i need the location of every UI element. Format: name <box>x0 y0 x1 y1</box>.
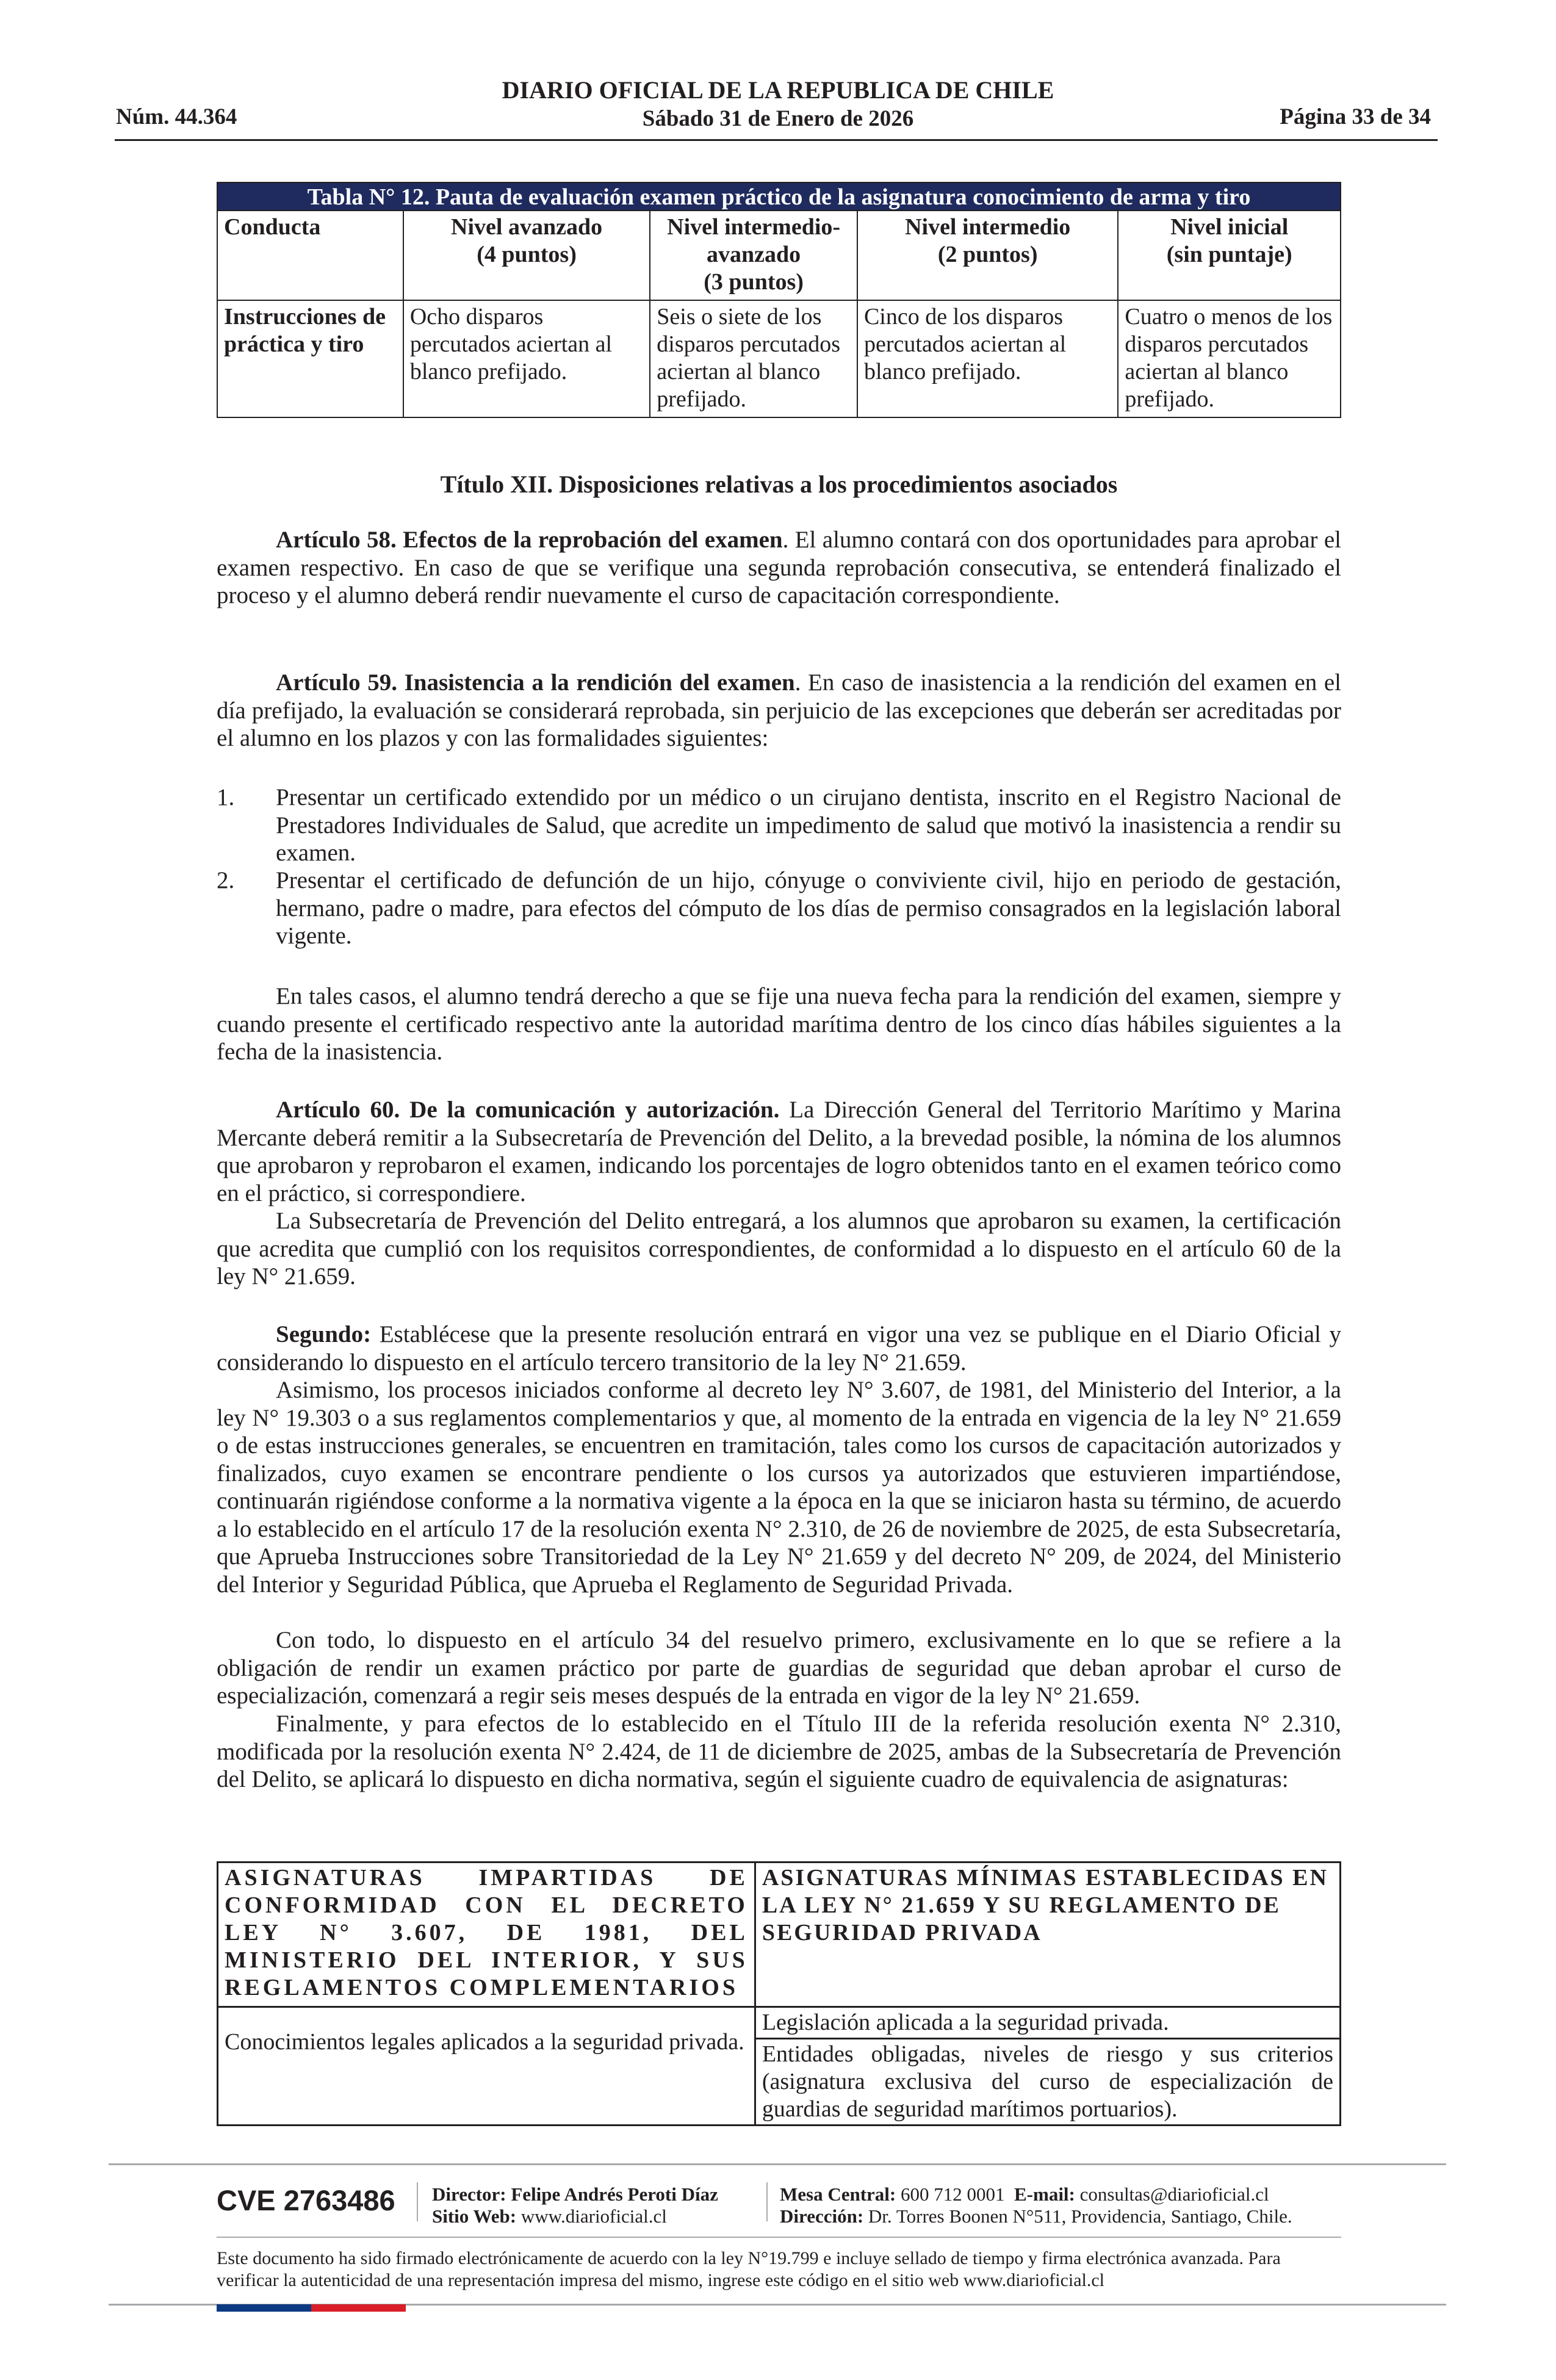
footer-divider <box>417 2182 418 2221</box>
website-link[interactable]: www.diarioficial.cl <box>520 2205 667 2227</box>
footer-rule <box>109 2163 1446 2165</box>
equivalence-header-left: ASIGNATURAS IMPARTIDAS DE CONFORMIDAD CON EL DECRETO LEY N° 3.607, DE 1981, DEL MINISTERIO DEL INTERIOR, Y SUS REGLAMENTOS COMPLEMENTARIOS <box>218 1863 755 2007</box>
equivalence-table <box>217 1861 1341 2126</box>
equivalence-header-row <box>218 1863 1341 2007</box>
issue-date: Sábado 31 de Enero de 2026 <box>642 106 914 131</box>
masthead <box>427 76 1129 133</box>
table-row <box>217 300 1341 417</box>
cell-intermedio: Cinco de los disparos percutados aciertan al blanco prefijado. <box>857 300 1118 417</box>
section-title: Título XII. Disposiciones relativas a los procedimientos asociados <box>440 471 1118 498</box>
article-58-heading: Artículo 58. Efectos de la reprobación del examen <box>276 527 783 553</box>
segundo-paragraph-2: Asimismo, los procesos iniciados conforme al decreto ley N° 3.607, de 1981, del Ministerio del Interior, a la ley N° 19.303 o a sus reglamentos complementarios y que, al momento de la entrada en vigencia de la ley N° 21.659 o de estas instrucciones generales, se encuentren en tramitación, tales como los cursos de capacitación autorizados y finalizados, cuyo examen se encontrare pendiente o los cursos ya autorizados que estuvieren impartiéndose, continuarán rigiéndose conforme a la normativa vigente a la época en la que se iniciaron hasta su término, de acuerdo a lo establecido en el artículo 17 de la resolución exenta N° 2.310, de 26 de noviembre de 2025, de esta Subsecretaría, que Aprueba Instrucciones sobre Transitoriedad de la Ley N° 21.659 y del decreto N° 209, de 2024, del Ministerio del Interior y Seguridad Pública, que Aprueba el Reglamento de Seguridad Privada. <box>217 1377 1341 1598</box>
legal-notice: Este documento ha sido firmado electrónicamente de acuerdo con la ley N°19.799 e incluye sellado de tiempo y firma electrónica avanzada. Para verificar la autenticidad de una representación impresa del mismo, ingrese este código en el sitio web www.diarioficial.cl <box>217 2248 1281 2290</box>
footer-contact <box>780 2183 1292 2227</box>
header-nivel-intermedio: Nivel intermedio (2 puntos) <box>857 211 1118 300</box>
segundo-paragraph <box>217 1321 1341 1376</box>
director-label: Director: <box>432 2183 506 2205</box>
article-59-text: . En caso de inasistencia a la rendición del examen en el día prefijado, la evaluación se considerará reprobada, sin perjuicio de las excepciones que deberán ser acreditadas por el alumno en los plazos y con las formalidades siguientes: <box>217 669 1341 751</box>
table-caption: Tabla N° 12. Pauta de evaluación examen práctico de la asignatura conocimiento de arma y tiro <box>217 182 1341 211</box>
article-59-closing: En tales casos, el alumno tendrá derecho a que se fije una nueva fecha para la rendición del examen, siempre y cuando presente el certificado respectivo ante la autoridad marítima dentro de los cinco días hábiles siguientes a la fecha de la inasistencia. <box>217 983 1341 1065</box>
page-number: Página 33 de 34 <box>1280 104 1431 129</box>
list-item: Presentar el certificado de defunción de un hijo, cónyuge o conviviente civil, hijo en periodo de gestación, hermano, padre o madre, para efectos del cómputo de los días de permiso consagrados en la legislación laboral vigente. <box>276 867 1341 949</box>
mesa-phone: 600 712 0001 <box>901 2183 1005 2205</box>
evaluation-table <box>217 182 1341 418</box>
article-58 <box>217 526 1341 610</box>
cell-inicial: Cuatro o menos de los disparos percutados aciertan al blanco prefijado. <box>1118 300 1341 417</box>
article-59-heading: Artículo 59. Inasistencia a la rendición del examen <box>276 669 795 696</box>
list-item-number: 1. <box>217 784 235 810</box>
website-label: Sitio Web: <box>432 2205 517 2227</box>
table-header-row <box>217 211 1341 300</box>
cve-code: CVE 2763486 <box>217 2184 395 2216</box>
equivalence-header-right: ASIGNATURAS MÍNIMAS ESTABLECIDAS EN LA LEY N° 21.659 Y SU REGLAMENTO DE SEGURIDAD PRIVADA <box>755 1863 1340 2007</box>
header-rule <box>115 139 1438 141</box>
equivalence-left-cell: Conocimientos legales aplicados a la seguridad privada. <box>218 2007 755 2126</box>
cell-intermedio-avanzado: Seis o siete de los disparos percutados aciertan al blanco prefijado. <box>650 300 857 417</box>
flag-bar-blue <box>217 2304 311 2312</box>
header-nivel-intermedio-avanzado: Nivel intermedio- avanzado (3 puntos) <box>650 211 857 300</box>
segundo-heading: Segundo: <box>276 1321 372 1347</box>
article-60-paragraph-2: La Subsecretaría de Prevención del Delito entregará, a los alumnos que aprobaron su examen, la certificación que acredita que cumplió con los requisitos correspondientes, de conformidad a lo dispuesto en el artículo 60 de la ley N° 21.659. <box>217 1208 1341 1289</box>
article-60-heading: Artículo 60. De la comunicación y autorización. <box>276 1097 780 1123</box>
address: Dr. Torres Boonen N°511, Providencia, Santiago, Chile. <box>868 2205 1292 2227</box>
issue-number: Núm. 44.364 <box>116 104 237 129</box>
footer-director <box>432 2183 718 2227</box>
header-nivel-avanzado: Nivel avanzado (4 puntos) <box>403 211 650 300</box>
email-label: E-mail: <box>1014 2183 1075 2205</box>
segundo-paragraph-3: Con todo, lo dispuesto en el artículo 34 del resuelvo primero, exclusivamente en lo que se refiere a la obligación de rendir un examen práctico por parte de guardias de seguridad que deban aprobar el curso de especialización, comenzará a regir seis meses después de la entrada en vigor de la ley N° 21.659. <box>217 1627 1341 1709</box>
list-item-number: 2. <box>217 867 235 893</box>
header-nivel-inicial: Nivel inicial (sin puntaje) <box>1118 211 1341 300</box>
equivalence-right-cell-2: Entidades obligadas, niveles de riesgo y sus criterios (asignatura exclusiva del curso de especialización de guardias de seguridad marítimos portuarios). <box>755 2039 1340 2126</box>
segundo-paragraph-4: Finalmente, y para efectos de lo establecido en el Título III de la referida resolución exenta N° 2.310, modificada por la resolución exenta N° 2.424, de 11 de diciembre de 2025, ambas de la Subsecretaría de Prevención del Delito, se aplicará lo dispuesto en dicha normativa, según el siguiente cuadro de equivalencia de asignaturas: <box>217 1711 1341 1792</box>
article-60 <box>217 1096 1341 1207</box>
cell-conducta: Instrucciones de práctica y tiro <box>217 300 403 417</box>
segundo-text: Establécese que la presente resolución entrará en vigor una vez se publique en el Diario Oficial y considerando lo dispuesto en el artículo tercero transitorio de la ley N° 21.659. <box>217 1321 1341 1376</box>
list-item: Presentar un certificado extendido por un médico o un cirujano dentista, inscrito en el Registro Nacional de Prestadores Individuales de Salud, que acredite un impedimento de salud que motivó la inasistencia a rendir su examen. <box>276 784 1341 866</box>
equivalence-right-cell-1: Legislación aplicada a la seguridad privada. <box>755 2007 1340 2039</box>
director-name: Felipe Andrés Peroti Díaz <box>511 2183 718 2205</box>
cell-avanzado: Ocho disparos percutados aciertan al blanco prefijado. <box>403 300 650 417</box>
header-conducta: Conducta <box>217 211 403 300</box>
flag-bar-red <box>311 2304 406 2312</box>
article-59 <box>217 669 1341 752</box>
mesa-label: Mesa Central: <box>780 2183 896 2205</box>
address-label: Dirección: <box>780 2205 864 2227</box>
email-link[interactable]: consultas@diarioficial.cl <box>1079 2183 1269 2205</box>
footer-divider <box>766 2182 768 2221</box>
newspaper-title: DIARIO OFICIAL DE LA REPUBLICA DE CHILE <box>502 76 1054 104</box>
article-60-text: La Dirección General del Territorio Marítimo y Marina Mercante deberá remitir a la Subsecretaría de Prevención del Delito, a la brevedad posible, la nómina de los alumnos que aprobaron y reprobaron el examen, indicando los porcentajes de logro obtenidos tanto en el examen teórico como en el práctico, si correspondiere. <box>217 1097 1341 1206</box>
article-58-text: . El alumno contará con dos oportunidades para aprobar el examen respectivo. En caso de que se verifique una segunda reprobación consecutiva, se entenderá finalizado el proceso y el alumno deberá rendir nuevamente el curso de capacitación correspondiente. <box>217 527 1342 608</box>
footer-rule <box>217 2237 1341 2238</box>
table-row <box>218 2007 1341 2039</box>
